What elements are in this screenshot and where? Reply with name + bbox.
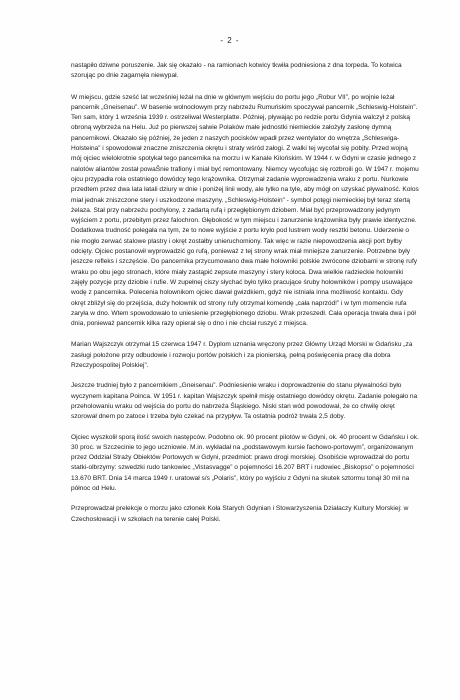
paragraph: Przeprowadzał prelekcje o morzu jako członek Koła Starych Gdynian i Stowarzyszenia Działaczy Kultury Morskiej: w Czechosłowacji i w szkołach na terenie całej Polski. (71, 505, 409, 523)
document-body (71, 61, 419, 525)
paragraph: Marian Wajszczyk otrzymał 15 czerwca 1947 r. Dyplom uznania wręczony przez Główny Urząd Morski w Gdańsku „za zasługi położone przy odbudowie i rozwoju portów polskich i za pionierską, pełną poświęcenia pracę dla dobra Rzeczypospolitej Polskiej”. (71, 341, 413, 370)
paragraph: W miejscu, gdzie sześć lat wcześniej leżał na dnie w głównym wejściu do portu jego „Robur VII”, po wojnie leżał pancernik „Gneisenau”. W basenie wolnocłowym przy nabrzeżu Rumuńskim spoczywał pancernik „Schleswig-Holstein”. Ten sam, który 1 września 1939 r. ostrzeliwał Westerplatte. Później, pływając po redzie portu Gdynia walczył z polską obroną wybrzeża na Helu. Już po pierwszej salwie Polaków małe jednostki niemieckie założyły zasłonę dymną pancernikowi. Okazało się później, że jeden z naszych pocisków wpadł przez wentylator do wnętrza „Schleswiga-Holsteina” i spowodował znaczne zniszczenia okrętu i straty wśród załogi. Z walki tej wycofał się pobity. Przed wojną mój ojciec wielokrotnie spotykał tego pancernika na morzu i w Kanale Kilońskim. W 1944 r. w Gdyni w czasie jednego z nalotów aliantów został powaŜnie trafiony i miał być remontowany. Niemcy wycofując się rozbroili go. W 1947 r. mojemu ojcu przypadła rola ostatniego dowódcy tego krążownika. Otrzymał zadanie wyprowadzenia wraku z portu. Nurkowie przedtem przez dwa lata łatali dziury w dnie i poniżej linii wody, ale tylko na tyle, aby mógł on uzyskać pływalność. Kolos miał jednak zniszczone stery i uszkodzone maszyny. „Schleswig-Holstein” - symbol potęgi niemieckiej był teraz stertą żelaza. Stał przy nabrzeżu pochylony, z zadartą rufą i przegłębionym dziobem. Miał być przeprowadzony jedynym wyjściem z portu, przebitym przez falochron. Głębokość w tym miejscu i zanurzenie krążownika były prawie identyczne. Dodatkowa trudność polegała na tym, że to nowe wyjście z portu kryło pod lustrem wody resztki betonu. Uderzenie o nie mogło zerwać stalowe plastry i okręt zostałby unieruchomiony. Tak więc w razie niepowodzenia akcji port byłby odcięty. Ojciec postanowił wyprowadzić go rufą, ponieważ z tej strony wrak miał mniejsze zanurzenie. Potrzebne były jeszcze refleks i szczęście. Do pancernika przycumowano dwa małe holowniki polskie zwrócone dziobami w stronę rufy wraku po obu jego stronach, które miały zastąpić zepsute maszyny i stery koloса. Dwa wielkie radzieckie holowniki zajęły pozycje przy dziobie i rufie. W zupełnej ciszy słychać było tylko pracujące śruby holowników i pompy usuwające wodę z pancernika. Polecenia holownikom ojciec dawał gwizdkiem, gdyż nie istniała inna możliwość kontaktu. Gdy okręt zbliżył się do przejścia, duży holownik od strony rufy otrzymał komendę „cała naprzód!” i w tym momencie rufa zaryła w dno. Wtem spowodowało to uniesienie przegłębionego dziobu. Wrak przeszedł. Cała operacja trwała dwa i pół dnia, ponieważ pancernik kilka razy opierał się o dno i nie chciał ruszyć z miejsca. (71, 93, 419, 328)
paragraph: Jeszcze trudniej było z pancernikiem „Gneisenau”. Podniesienie wraku i doprowadzenie do stanu pływalności było wyczynem kapitana Poinca. W 1951 r. kapitan Wajszczyk spełnił misję ostatniego dowódcy okrętu. Zadanie polegało na przeholowaniu wraku od wejścia do portu do nabrzeża Śląskiego. Niski stan wód powodował, że co chwilę okręt szorował dnem po zatoce i trzeba było czekać na przypływ. Ta ostatnia podróż trwała 2,5 doby. (71, 382, 418, 421)
paragraph: Ojciec wyszkolił sporą ilość swoich następców. Podobno ok. 90 procent pilotów w Gdyni, ok. 40 procent w Gdańsku i ok. 30 proc. w Szczecinie to jego uczniowie. M.in. wykładał na „podstawowym kursie fachowo-portowym”, organizowanym przez Oddział Straży Obiektów Portowych w Gdyni, przedmiot: prawo drogi morskiej. Osobiście wprowadzał do portu statki-olbrzymy: szwedzki rudo tankowiec „Vistasvagge” o pojemności 16.207 BRT i rudowiec „Biskopso” o pojemności 13.670 BRT. Dnia 14 marca 1949 r. uratował s/s „Polaris”, który po wyjściu z Gdyni na skutek sztormu tonął 30 mil na północ od Helu. (71, 433, 419, 492)
page-number: - 2 - (220, 36, 240, 45)
paragraph: nastąpiło dziwne poruszenie. Jak się okazało - na ramionach kotwicy tkwiła podniesiona z dna torpeda. To kotwica szorując po dnie zagarnęła niewypał. (71, 62, 402, 80)
